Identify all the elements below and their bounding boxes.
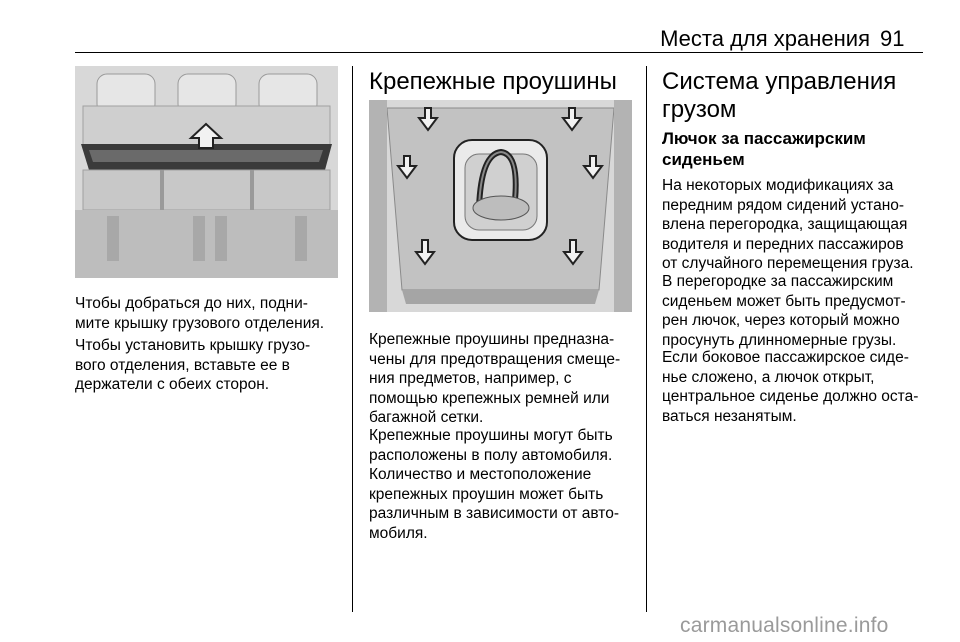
left-paragraph-2: Чтобы установить крышку грузо- вого отделения, вставьте ее в держатели с обеих сторон. <box>75 337 311 393</box>
right-paragraph-3: Если боковое пассажирское сиде- нье сложено, а лючок открыт, центральное сиденье должно оста- ваться незанятым. <box>662 349 919 425</box>
section-heading-lashing-eyes: Крепежные проушины <box>369 68 617 95</box>
watermark: carmanualsonline.info <box>680 614 889 637</box>
section-heading-cargo-management: Система управления грузом <box>662 68 897 123</box>
column-divider-left <box>352 66 353 612</box>
middle-paragraph-1: Крепежные проушины предназна- чены для предотвращения смеще- ния предметов, например, с помощью крепежных ремней или багажной сетки. <box>369 331 621 426</box>
page-number: 91 <box>880 26 905 51</box>
column-divider-right <box>646 66 647 612</box>
subsection-heading-passenger-hatch: Лючок за пассажирским сиденьем <box>662 129 866 169</box>
right-paragraph-1: На некоторых модификациях за передним рядом сидений устано- влена перегородка, защищающая водителя и передних пассажиров от случайного перемещения груза. <box>662 177 914 272</box>
lashing-eyes-illustration <box>369 100 632 312</box>
cargo-cover-illustration <box>75 66 338 278</box>
page-header-title: Места для хранения <box>660 26 870 51</box>
middle-paragraph-2: Крепежные проушины могут быть расположены в полу автомобиля. Количество и местоположение крепежных проушин может быть различным в зависимости от авто- мобиля. <box>369 427 620 542</box>
right-paragraph-2: В перегородке за пассажирским сиденьем может быть предусмот- рен лючок, через который можно просунуть длинномерные грузы. <box>662 273 906 349</box>
header-divider <box>75 52 923 53</box>
left-paragraph-1: Чтобы добраться до них, подни- мите крышку грузового отделения. <box>75 295 325 332</box>
